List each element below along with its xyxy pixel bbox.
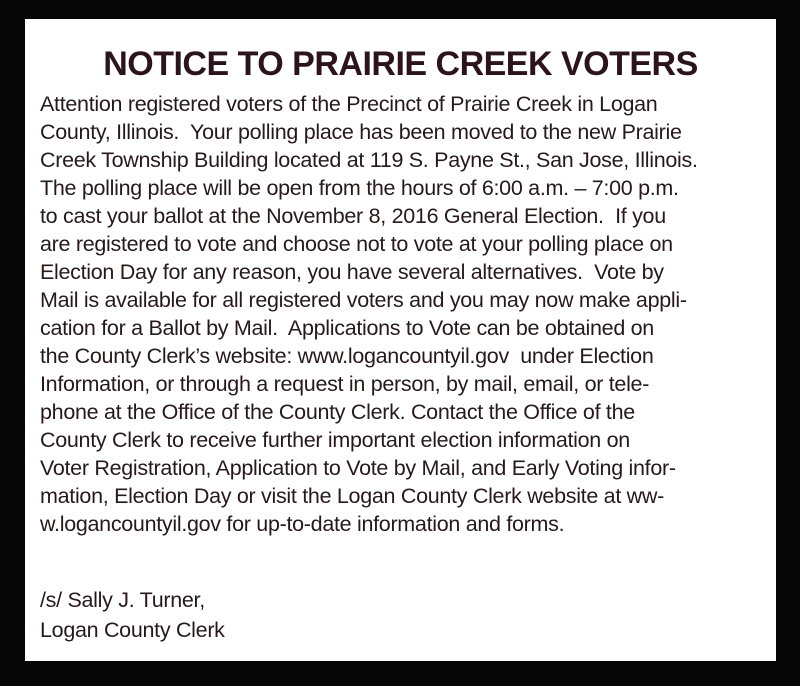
notice-body-line: Attention registered voters of the Precinct of Prairie Creek in Logan [40,92,658,116]
notice-body-line: The polling place will be open from the hours of 6:00 a.m. – 7:00 p.m. [40,176,679,200]
notice-body-line: phone at the Office of the County Clerk. Contact the Office of the [40,400,635,424]
notice-body-line: to cast your ballot at the November 8, 2016 General Election. If you [40,204,666,228]
notice-body-line: County, Illinois. Your polling place has been moved to the new Prairie [40,120,682,144]
signature-block [25,585,776,645]
notice-body-line: the County Clerk’s website: www.logancountyil.gov under Election [40,344,654,368]
notice-paper [25,19,776,661]
signature-title-line: Logan County Clerk [40,618,225,642]
notice-title: NOTICE TO PRAIRIE CREEK VOTERS [103,45,698,83]
notice-body [25,90,776,538]
notice-body-line: County Clerk to receive further important election information on [40,428,630,452]
notice-body-line: Mail is available for all registered voters and you may now make appli- [40,288,687,312]
notice-body-line: cation for a Ballot by Mail. Applications to Vote can be obtained on [40,316,654,340]
notice-body-line: w.logancountyil.gov for up-to-date information and forms. [40,512,565,536]
notice-body-line: Creek Township Building located at 119 S. Payne St., San Jose, Illinois. [40,148,698,172]
notice-body-line: are registered to vote and choose not to vote at your polling place on [40,232,673,256]
notice-body-line: mation, Election Day or visit the Logan County Clerk website at ww- [40,484,664,508]
notice-body-line: Information, or through a request in person, by mail, email, or tele- [40,372,650,396]
notice-body-line: Voter Registration, Application to Vote by Mail, and Early Voting infor- [40,456,676,480]
notice-body-line: Election Day for any reason, you have several alternatives. Vote by [40,260,664,284]
signature-name: /s/ Sally J. Turner, [40,588,205,612]
